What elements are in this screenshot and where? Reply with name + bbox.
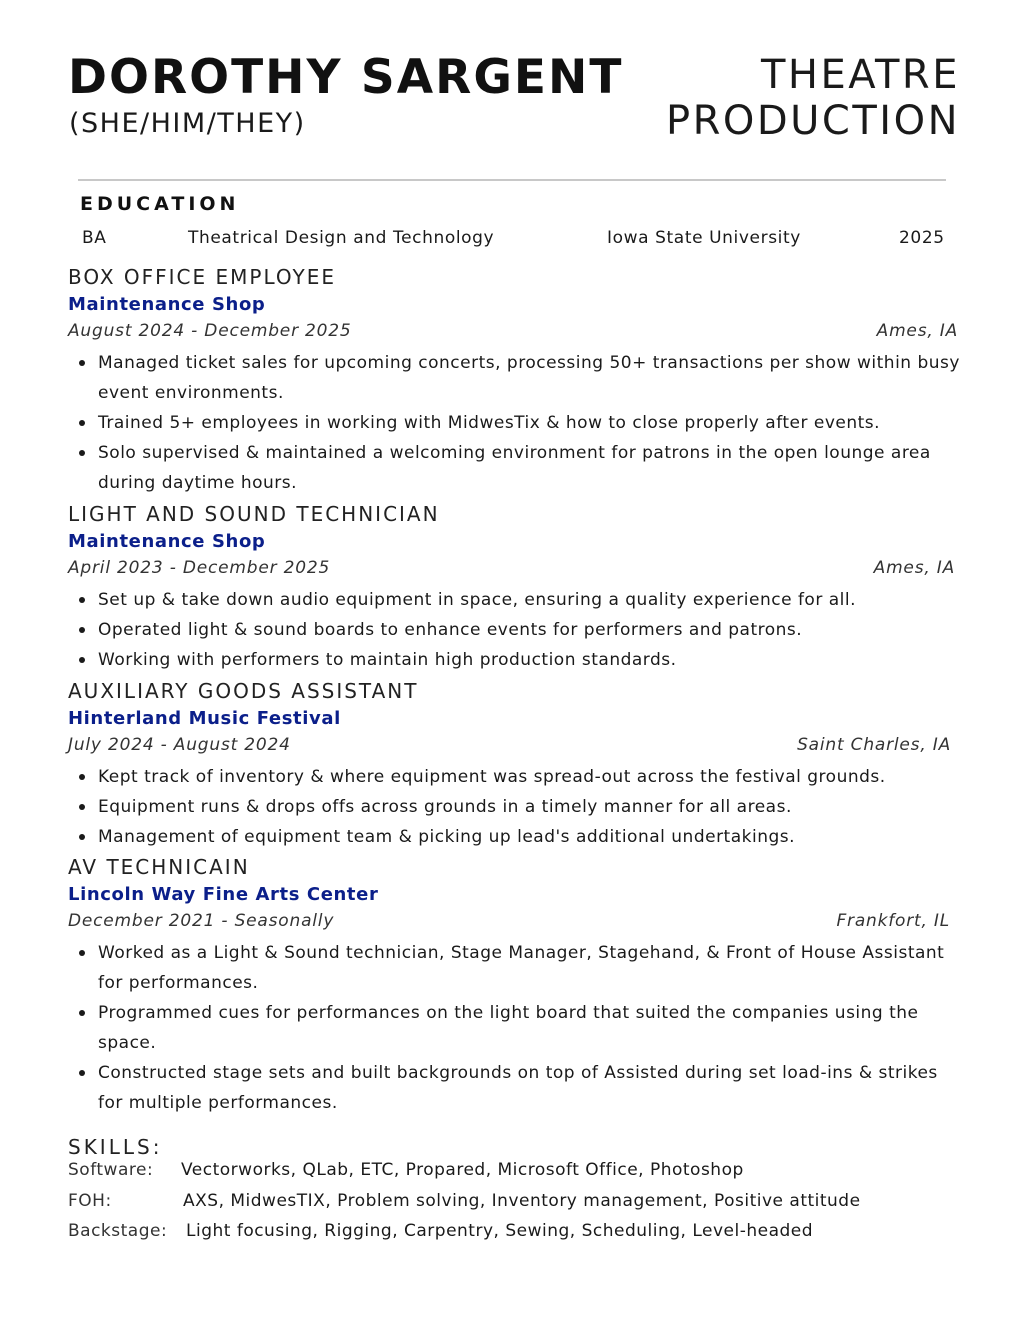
role-line-2: PRODUCTION [665,98,960,144]
job-organization: Lincoln Way Fine Arts Center [68,884,379,905]
list-item: Trained 5+ employees in working with MidwesTix & how to close properly after events. [68,408,960,438]
job-dates: December 2021 - Seasonally [68,911,335,931]
list-item: Set up & take down audio equipment in space, ensuring a quality experience for all. [68,585,960,615]
list-item: Managed ticket sales for upcoming concerts, processing 50+ transactions per show within busy event environments. [68,348,960,408]
list-item: Programmed cues for performances on the light board that suited the companies using the space. [68,998,960,1058]
education-year: 2025 [899,228,945,248]
role-title [666,52,960,144]
skill-row-software [68,1160,744,1180]
header-divider [78,179,946,181]
education-heading: EDUCATION [80,193,240,215]
job-title: AV TECHNICAIN [68,855,250,879]
job-dates-row [68,318,960,344]
skill-value: Light focusing, Rigging, Carpentry, Sewing, Scheduling, Level-headed [186,1221,814,1241]
job-dates: April 2023 - December 2025 [68,558,331,578]
job-dates: August 2024 - December 2025 [68,321,352,341]
list-item: Working with performers to maintain high production standards. [68,645,960,675]
list-item: Kept track of inventory & where equipment was spread-out across the festival grounds. [68,762,960,792]
pronouns: (SHE/HIM/THEY) [69,108,306,139]
job-dates-row [68,555,960,581]
job-bullets [68,762,960,852]
skill-label: FOH: [68,1191,112,1211]
candidate-name: DOROTHY SARGENT [68,50,624,105]
list-item: Operated light & sound boards to enhance events for performers and patrons. [68,615,960,645]
job-location: Frankfort, IL [836,911,950,931]
skill-row-backstage [68,1221,814,1241]
job-dates: July 2024 - August 2024 [68,735,291,755]
experience-entry [68,262,960,498]
job-title: AUXILIARY GOODS ASSISTANT [68,679,419,703]
education-field: Theatrical Design and Technology [188,228,495,248]
education-school: Iowa State University [607,228,801,248]
job-bullets [68,585,960,675]
list-item: Equipment runs & drops offs across grounds in a timely manner for all areas. [68,792,960,822]
list-item: Worked as a Light & Sound technician, Stage Manager, Stagehand, & Front of House Assistant for performances. [68,938,960,998]
job-location: Ames, IA [873,558,955,578]
job-organization: Hinterland Music Festival [68,708,341,729]
job-dates-row [68,732,960,758]
experience-entry [68,676,960,852]
skills-heading: SKILLS: [68,1135,163,1159]
job-bullets [68,938,960,1118]
job-location: Ames, IA [876,321,958,341]
job-dates-row [68,908,960,934]
job-title: BOX OFFICE EMPLOYEE [68,265,337,289]
experience-entry [68,852,960,1118]
job-organization: Maintenance Shop [68,294,266,315]
job-organization: Maintenance Shop [68,531,266,552]
skill-label: Software: [68,1160,154,1180]
skill-value: Vectorworks, QLab, ETC, Propared, Microsoft Office, Photoshop [181,1160,744,1180]
role-line-1: THEATRE [760,52,960,98]
skill-row-foh [68,1191,861,1211]
education-degree: BA [82,228,107,248]
skill-value: AXS, MidwesTIX, Problem solving, Inventory management, Positive attitude [183,1191,861,1211]
job-location: Saint Charles, IA [797,735,951,755]
job-bullets [68,348,960,498]
list-item: Management of equipment team & picking up lead's additional undertakings. [68,822,960,852]
experience-entry [68,499,960,675]
list-item: Constructed stage sets and built backgrounds on top of Assisted during set load-ins & strikes for multiple performances. [68,1058,960,1118]
list-item: Solo supervised & maintained a welcoming environment for patrons in the open lounge area during daytime hours. [68,438,960,498]
job-title: LIGHT AND SOUND TECHNICIAN [68,502,440,526]
skill-label: Backstage: [68,1221,168,1241]
